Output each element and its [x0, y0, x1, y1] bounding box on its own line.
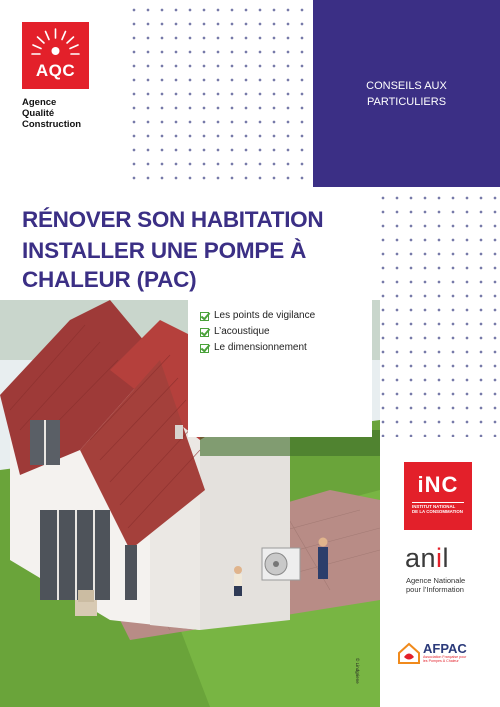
checkbox-checked-icon: [200, 344, 209, 353]
checkbox-checked-icon: [200, 328, 209, 337]
anil-logo: [405, 543, 449, 574]
anil-logo-part: l: [442, 543, 450, 573]
aqc-logo-square: [22, 22, 89, 89]
inc-subtitle: [412, 504, 468, 514]
checkbox-checked-icon: [200, 312, 209, 321]
afpac-house-icon: [396, 640, 422, 666]
checklist-item: [200, 340, 315, 356]
checklist-item-label: L’acoustique: [214, 326, 270, 337]
checklist-item: [200, 324, 315, 340]
afpac-name: AFPAC: [423, 641, 467, 656]
title-main: RÉNOVER SON HABITATION: [22, 207, 324, 232]
checklist-item-label: Les points de vigilance: [214, 310, 316, 321]
anil-subtitle-line: pour l’Information: [406, 585, 464, 594]
dot-pattern-top: [124, 0, 312, 187]
anil-logo-part: an: [405, 543, 437, 573]
aqc-name-line: Qualité: [22, 108, 55, 119]
anil-subtitle: [406, 576, 465, 594]
title-subtitle: INSTALLER UNE POMPE À CHALEUR (PAC): [22, 238, 307, 292]
audience-box: [313, 0, 500, 187]
audience-line: PARTICULIERS: [366, 96, 447, 108]
inc-subtitle-line: DE LA CONSOMMATION: [412, 509, 463, 514]
checklist-item: [200, 308, 315, 324]
afpac-subtitle: [423, 655, 483, 663]
inc-logo-letters: iNC: [417, 472, 459, 497]
afpac-subtitle-line: Association Française pour: [423, 655, 467, 659]
checklist-item-label: Le dimensionnement: [214, 342, 307, 353]
anil-logo-accent: i: [436, 543, 443, 573]
aqc-logo: [22, 22, 122, 130]
anil-subtitle-line: Agence Nationale: [406, 576, 466, 585]
topics-checklist: [200, 308, 315, 356]
audience-line: CONSEILS AUX: [366, 80, 447, 92]
inc-divider: [412, 502, 464, 503]
inc-subtitle-line: INSTITUT NATIONAL: [412, 504, 456, 509]
inc-logo: [404, 462, 472, 530]
aqc-name-line: Construction: [22, 119, 82, 130]
dot-pattern-right: [372, 187, 500, 437]
aqc-logo-letters: AQC: [35, 61, 76, 80]
aqc-name-line: Agence: [22, 97, 57, 108]
audience-label: [313, 78, 500, 110]
photo-credit: © Lindgriene: [355, 658, 360, 684]
afpac-subtitle-line: les Pompes À Chaleur: [423, 659, 459, 664]
aqc-organisation-name: [22, 97, 122, 130]
